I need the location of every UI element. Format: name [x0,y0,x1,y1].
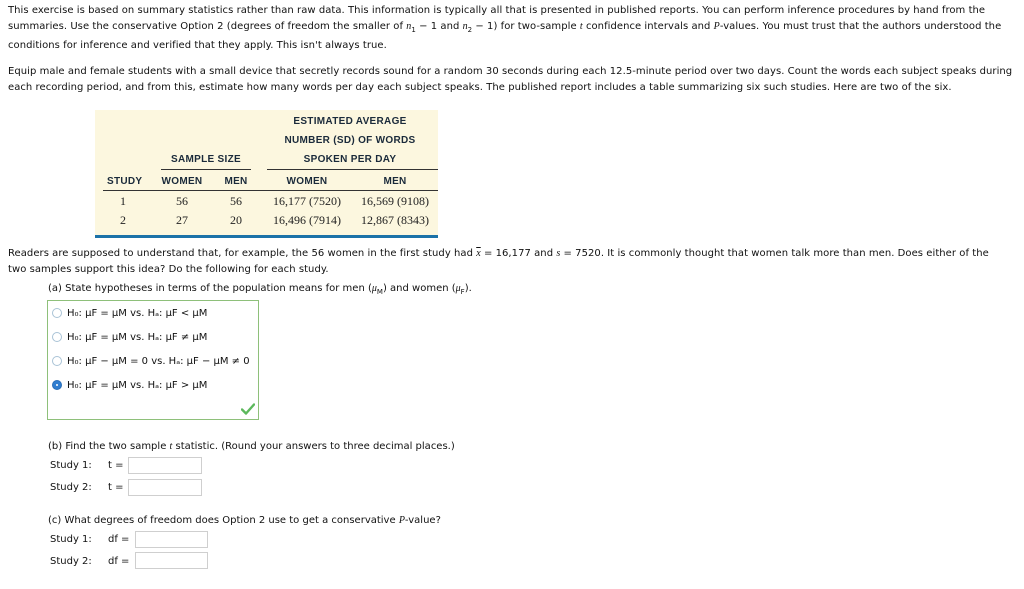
col-women-n: WOMEN [161,176,203,187]
readers-line-1: Readers are supposed to understand that, for example, the 56 women in the first study had $\overline{x} = 16,177$ and s = 7520. It is commonly thought that women talk more than men. Does either of the [8,248,989,259]
table-cell-n-women: 27 [176,213,188,227]
hypothesis-option-4[interactable]: H₀: μF = μM vs. Hₐ: μF > μM [52,378,207,394]
part-b-study-1-label: Study 1: [50,460,92,471]
col-study: STUDY [107,176,143,187]
part-b-study-2-label: Study 2: [50,482,92,493]
radio-icon[interactable] [52,356,62,366]
part-b-t-label-1: t = [108,460,124,471]
intro-line-3: conditions for inference and verified that they apply. This isn't always true. [8,40,387,51]
part-c-df-label-1: df = [108,534,130,545]
radio-icon[interactable] [52,332,62,342]
part-a-prompt: (a) State hypotheses in terms of the population means for men $(\mu_M)$ and women $(\mu_F)$. [48,283,472,296]
table-cell-avg-men: 12,867 (8343) [361,213,429,227]
col-men-avg: MEN [383,176,407,187]
study-1-df-input[interactable] [135,531,208,548]
summary-table [95,110,438,238]
setup-paragraph [8,64,1016,96]
table-cell-n-women: 56 [176,194,188,208]
col-women-avg: WOMEN [286,176,328,187]
table-cell-study: 2 [120,213,126,227]
setup-line-2: each recording period, and from this, estimate how many words per day each subject speaks. The published report includes a table summarizing six such studies. Here are two of the six. [8,82,952,93]
setup-line-1: Equip male and female students with a small device that secretly records sound for a random 30 seconds during each 12.5-minute period over two days. Count the words each subject speaks during [8,66,1013,77]
hypothesis-options [47,300,259,420]
radio-icon[interactable] [52,308,62,318]
table-cell-avg-men: 16,569 (9108) [361,194,429,208]
header-avg-line-3: SPOKEN PER DAY [303,154,397,165]
intro-line-2: summaries. Use the conservative Option 2 (degrees of freedom the smaller of $n_1 - 1$ and $n_2 - 1$) for two-sample t confidence intervals and P-values. You must trust that the authors understood the [8,21,1002,34]
table-cell-avg-women: 16,496 (7914) [273,213,341,227]
checkmark-icon [241,403,255,415]
hypothesis-option-1[interactable]: H₀: μF = μM vs. Hₐ: μF < μM [52,306,207,322]
part-b-prompt: (b) Find the two sample t statistic. (Round your answers to three decimal places.) [48,441,455,452]
hypothesis-option-2[interactable]: H₀: μF = μM vs. Hₐ: μF ≠ μM [52,330,207,346]
part-c-study-2-label: Study 2: [50,556,92,567]
header-avg-line-1: ESTIMATED AVERAGE [293,116,407,127]
table-cell-n-men: 20 [230,213,242,227]
rule-header [103,190,438,191]
part-c-df-label-2: df = [108,556,130,567]
part-c-prompt: (c) What degrees of freedom does Option 2 use to get a conservative P-value? [48,515,441,526]
table-cell-study: 1 [120,194,126,208]
col-men-n: MEN [224,176,248,187]
readers-line-2: two samples support this idea? Do the following for each study. [8,264,329,275]
hypothesis-option-3[interactable]: H₀: μF − μM = 0 vs. Hₐ: μF − μM ≠ 0 [52,354,250,370]
header-avg-line-2: NUMBER (SD) OF WORDS [284,135,416,146]
rule-avg [267,169,438,170]
part-b-t-label-2: t = [108,482,124,493]
radio-selected-icon[interactable] [52,380,62,390]
intro-paragraph [8,3,1016,54]
study-2-df-input[interactable] [135,552,208,569]
readers-paragraph [8,246,1016,278]
intro-line-1: This exercise is based on summary statistics rather than raw data. This information is typically all that is presented in published reports. You can perform inference procedures by hand from the [8,5,986,16]
table-cell-n-men: 56 [230,194,242,208]
header-sample-size: SAMPLE SIZE [171,154,241,165]
study-2-t-input[interactable] [128,479,202,496]
part-c-study-1-label: Study 1: [50,534,92,545]
table-bottom-rule [95,235,438,238]
table-cell-avg-women: 16,177 (7520) [273,194,341,208]
rule-sample [161,169,251,170]
study-1-t-input[interactable] [128,457,202,474]
